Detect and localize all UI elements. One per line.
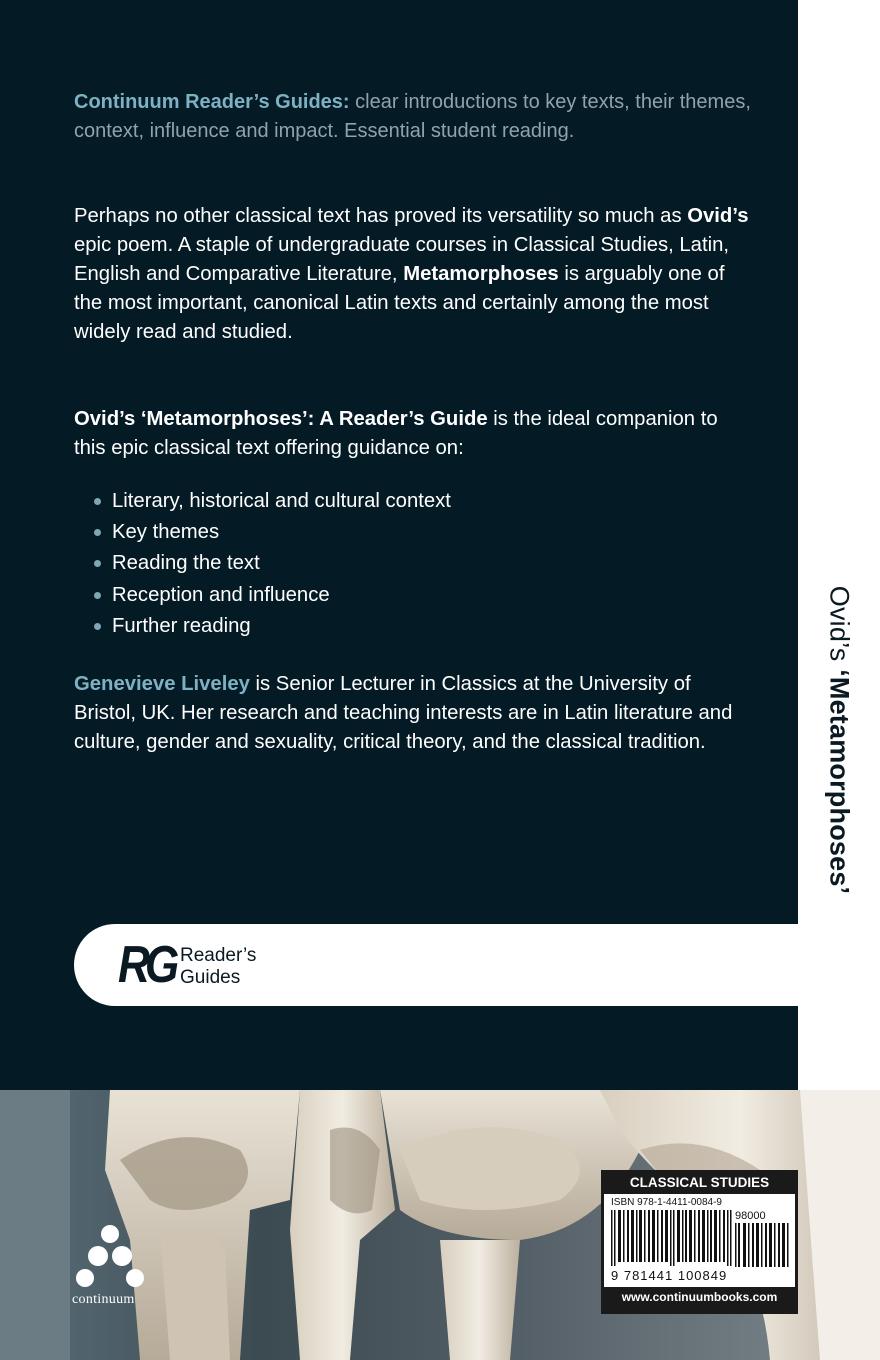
barcode-bars bbox=[611, 1210, 733, 1266]
author-bio-text: is Senior Lecturer in Classics at the University of Bristol, UK. Her research and teaching interests are in Latin literature and culture, gender and sexuality, critical theory, and the classical tradition. bbox=[74, 673, 733, 753]
description-paragraph-2 bbox=[74, 405, 754, 463]
guidance-list bbox=[94, 486, 451, 642]
rg-logo-text bbox=[180, 945, 256, 989]
list-item: Reception and influence bbox=[94, 580, 451, 611]
p1-text-e: is arguably one of the most important, canonical Latin texts and certainly among the most widely read and studied. bbox=[74, 263, 725, 343]
continuum-logo-svg bbox=[68, 1212, 152, 1292]
category-label: CLASSICAL STUDIES bbox=[629, 1175, 770, 1190]
readers-guides-banner bbox=[74, 924, 880, 1006]
rg-logo-line-1: Reader’s bbox=[180, 945, 257, 966]
p2-book-title: Ovid’s ‘Metamorphoses’: A Reader’s Guide bbox=[74, 408, 488, 430]
price-code: 98000 bbox=[735, 1210, 766, 1222]
list-item: Literary, historical and cultural context bbox=[94, 486, 451, 517]
spine-title-main: ‘Metamorphoses’ bbox=[824, 669, 855, 895]
description-paragraph-1 bbox=[74, 202, 754, 347]
rg-logo-mark: RG bbox=[118, 936, 175, 994]
p1-author-ovid: Ovid’s bbox=[687, 205, 749, 227]
author-name: Genevieve Liveley bbox=[74, 673, 250, 695]
isbn-digits: 9 781441 100849 bbox=[611, 1268, 728, 1283]
price-barcode-bars bbox=[735, 1223, 791, 1267]
p2-text: is the ideal companion to this epic classical text offering guidance on: bbox=[74, 408, 718, 459]
tagline-text: clear introductions to key texts, their themes, context, influence and impact. Essential student reading. bbox=[74, 91, 751, 142]
spine-title-prefix: Ovid’s bbox=[824, 585, 855, 670]
p1-text-a: Perhaps no other classical text has proved its versatility so much as bbox=[74, 205, 688, 227]
author-bio bbox=[74, 670, 754, 757]
list-item: Further reading bbox=[94, 611, 451, 642]
p1-text-c: epic poem. A staple of undergraduate courses in Classical Studies, Latin, English and Comparative Literature, bbox=[74, 234, 730, 285]
barcode-panel bbox=[601, 1170, 798, 1314]
barcode-area bbox=[604, 1194, 795, 1287]
publisher-url[interactable]: www.continuumbooks.com bbox=[621, 1290, 778, 1304]
series-name: Continuum Reader’s Guides: bbox=[74, 91, 350, 113]
isbn-text: ISBN 978-1-4411-0084-9 bbox=[611, 1197, 722, 1208]
publisher-name: continuum bbox=[72, 1292, 135, 1307]
series-tagline bbox=[74, 88, 754, 146]
p1-title-metamorphoses: Metamorphoses bbox=[403, 263, 559, 285]
rg-logo-line-2: Guides bbox=[180, 967, 241, 988]
list-item: Reading the text bbox=[94, 548, 451, 579]
spine-title bbox=[824, 586, 855, 895]
list-item: Key themes bbox=[94, 517, 451, 548]
